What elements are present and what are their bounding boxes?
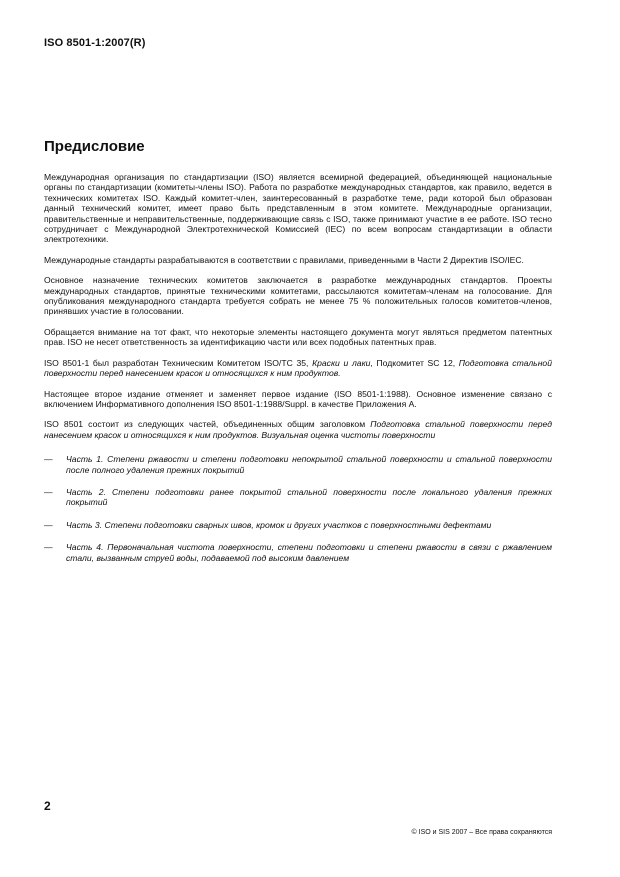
parts-list: [44, 454, 552, 563]
document-body: [44, 172, 552, 575]
paragraph-7-text-a: ISO 8501 состоит из следующих частей, объединенных общим заголовком: [44, 419, 371, 430]
paragraph-5-committee-title: Краски и лаки: [312, 357, 371, 368]
part-2-text: Часть 2. Степени подготовки ранее покрытой стальной поверхности после локального удаления прежних покрытий: [66, 486, 552, 508]
copyright-footer: © ISO и SIS 2007 – Все права сохраняются: [411, 829, 552, 836]
dash-bullet: —: [44, 454, 53, 465]
paragraph-2: Международные стандарты разрабатываются в соответствии с правилами, приведенными в Части 2 Директив ISO/IEC.: [44, 254, 524, 265]
list-item: [44, 520, 552, 530]
paragraph-5-subcommittee-title: Подготовка стальной поверхности перед нанесением красок и относящихся к ним продуктов.: [44, 357, 552, 379]
paragraph-5-text-a: ISO 8501-1 был разработан Техническим Комитетом ISO/TC 35,: [44, 357, 313, 368]
list-item: [44, 487, 552, 508]
paragraph-7: [44, 419, 552, 440]
paragraph-7-general-title: Подготовка стальной поверхности перед нанесением красок и относящихся к ним продуктов. Визуальная оценка чистоты поверхности: [44, 419, 552, 440]
paragraph-5: [44, 358, 552, 379]
part-3-text: Часть 3. Степени подготовки сварных швов, кромок и других участков с поверхностными дефектами: [66, 519, 492, 530]
dash-bullet: —: [44, 486, 53, 497]
paragraph-6: Настоящее второе издание отменяет и заменяет первое издание (ISO 8501-1:1988). Основное изменение связано с включением Информативного дополнения ISO 8501-1:1988/Suppl. в качестве Приложения А.: [44, 388, 552, 409]
dash-bullet: —: [44, 542, 53, 553]
paragraph-4: Обращается внимание на тот факт, что некоторые элементы настоящего документа могут являться предметом патентных прав. ISO не несет ответственность за идентификацию части или всех подобных патентных прав.: [44, 326, 552, 348]
paragraph-1: Международная организация по стандартизации (ISO) является всемирной федерацией, объединяющей национальные органы по стандартизации (комитеты-члены ISO). Работа по разработке международных стандартов, как правило, ведется в технических комитетах ISO. Каждый комитет-член, заинтересованный в разработке теме, ради которой был образован данный технический комитет, имеет право быть представленным в этом комитете. Международные организации, правительственные и неправительственные, поддерживающие связь с ISO, также принимают участие в ее работе. ISO тесно сотрудничает с Международной Электротехнической Комиссией (IEC) по всем вопросам стандартизации в области электротехники.: [44, 172, 552, 245]
part-1-text: Часть 1. Степени ржавости и степени подготовки непокрытой стальной поверхности и стальной поверхности после полного удаления прежних покрытий: [66, 454, 552, 475]
list-item: [44, 454, 552, 475]
dash-bullet: —: [44, 519, 53, 530]
document-code: ISO 8501-1:2007(R): [44, 37, 146, 49]
page-title: Предисловие: [44, 138, 145, 155]
paragraph-3: Основное назначение технических комитетов заключается в разработке международных стандартов. Проекты международных стандартов, принятые техническими комитетами, рассылаются комитетам-членам на голосование. Для опубликования международного стандарта требуется собрать не менее 75 % положительных голосов комитетов-членов, принявших участие в голосовании.: [44, 275, 552, 317]
paragraph-5-text-c: , Подкомитет SC 12,: [370, 357, 459, 368]
list-item: [44, 542, 552, 563]
part-4-text: Часть 4. Первоначальная чистота поверхности, степени подготовки и степени ржавости в связи с ржавлением стали, вызванным струей воды, подаваемой под высоким давлением: [66, 542, 552, 563]
page-number: 2: [44, 799, 51, 813]
